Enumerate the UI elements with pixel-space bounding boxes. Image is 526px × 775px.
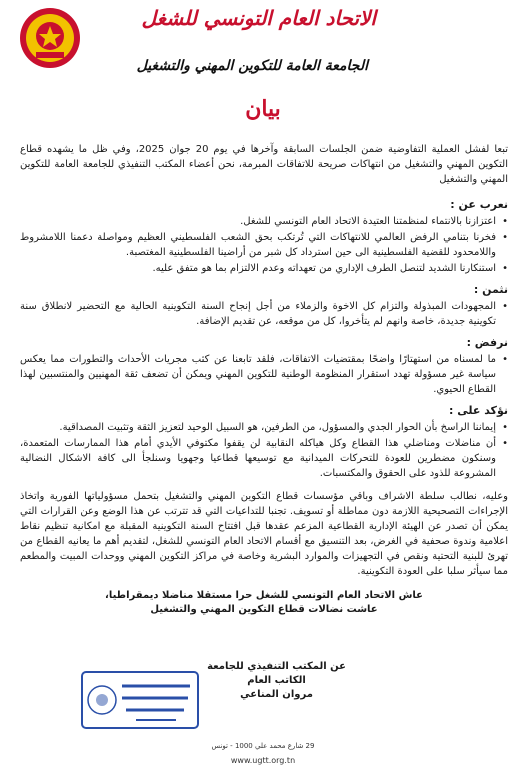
organization-name: الاتحاد العام التونسي للشغل (141, 6, 376, 30)
section-title: نرفض : (466, 336, 508, 349)
document-body (20, 142, 508, 617)
list-item: • أن مناضلات ومناضلي هذا القطاع وكل هياكله النقابية لن يقفوا مكتوفي الأيدي أمام هذا الممارسات المتعمدة، وسنكون مضطرين للعودة للتحركات الميدانية مع توسيعها قطاعيا وجهويا وسنلجأ الى كافة الاشكال النضالية المشروعة للذود على الحقوق والمكتسبات. (20, 436, 508, 481)
section-title: نؤكد على : (449, 404, 508, 417)
list-item: • المجهودات المبذولة والتزام كل الاخوة والزملاء من أجل إنجاح السنة التكوينية الحالية مع التحضير لانطلاق سنة تكوينية جديدة، خاصة وانهم لم يتأخروا، كل من موقعه، عن تقديم الإضافة. (20, 299, 508, 329)
footer-address: 29 شارع محمد علي 1000 - تونس (211, 742, 315, 750)
intro-paragraph: تبعا لفشل العملية التفاوضية ضمن الجلسات السابقة وآخرها في يوم 20 جوان 2025، وفي ظل ما يشهده قطاع التكوين المهني والتشغيل من انتهاكات صريحة للاتفاقات المبرمة، نحن أعضاء المكتب التنفيذي للجامعة العامة للتكوين المهني والتشغيل (20, 144, 509, 185)
list-item: • ما لمسناه من استهتارًا واضحًا بمقتضيات الاتفاقات، فلقد تابعنا عن كثب مجريات الأحداث والتطورات مما يعكس سياسة غير مسؤولة تهدد استقرار المنظومة الوطنية للتكوين المهني ويمكن أن تضعف ثقة المهنيين والمنتسبين لهذا القطاع الحيوي. (20, 352, 508, 397)
federation-name: الجامعة العامة للتكوين المهني والتشغيل (136, 58, 368, 74)
list-item: • استنكارنا الشديد لتنصل الطرف الإداري من تعهداته وعدم الالتزام بما هو متفق عليه. (20, 261, 508, 276)
signature-block (207, 660, 346, 702)
slogans (20, 589, 508, 617)
section-title: نثمن : (473, 283, 508, 296)
slogan-line: عاشت نضالات قطاع التكوين المهني والتشغيل (150, 604, 378, 615)
footer-website: www.ugtt.org.tn (230, 756, 296, 765)
section-appreciate (20, 282, 508, 329)
official-stamp (80, 668, 200, 732)
section-express (20, 197, 508, 276)
signature-name: مروان المناعي (240, 689, 313, 700)
letterhead (0, 0, 526, 122)
list-item: • اعتزازنا بالانتماء لمنظمتنا العتيدة الاتحاد العام التونسي للشغل. (20, 214, 508, 229)
section-reject (20, 335, 508, 397)
section-title: نعرب عن : (450, 198, 508, 211)
list-item: • إيماننا الراسخ بأن الحوار الجدي والمسؤول، من الطرفين، هو السبيل الوحيد لتعزيز الثقة وتثبيت المصداقية. (20, 420, 508, 435)
document-title: بيان (245, 96, 281, 122)
ugtt-logo (18, 6, 82, 70)
slogan-line: عاش الاتحاد العام التونسي للشغل حرا مستقلا مناضلا ديمقراطيا، (105, 590, 423, 601)
signature-role: الكاتب العام (247, 675, 306, 686)
signature-org: عن المكتب التنفيذي للجامعة (207, 661, 346, 672)
closing-paragraph: وعليه، نطالب سلطة الاشراف وباقي مؤسسات قطاع التكوين المهني والتشغيل بتحمل مسؤولياتها الفورية واتخاذ الإجراءات التصحيحية اللازمة دون مماطلة أو تسويف. تجنبا للتداعيات التي قد تترتب عن هذا الوضع وعن القرارات التي يمكن أن تصدر عن الهيئة الإدارية القطاعية المزعم عقدها قبل افتتاح السنة التكوينية المقبلة مع امكانية تنظيم نقاط اعلامية وندوة صحفية في الغرض، بعد التنسيق مع أقسام الاتحاد العام التونسي للشغل، لتقديم أهم ما يعانيه القطاع من تهرئ للبنية التحتية ونقص في التجهيزات والموارد البشرية وخاصة في مراكز التكوين المهني ووحدات المبيت والمطعم مما سيأثر سلبا على العودة التكوينية. (20, 491, 508, 577)
list-item: • فخرنا بتنامي الرفض العالمي للانتهاكات التي تُرتكب بحق الشعب الفلسطيني العظيم ومواصلة دعمنا اللامشروط واللامحدود للقضية الفلسطينية الى حين استرداد كل شبر من أراضينا الفلسطينية المغتصبة. (20, 230, 508, 260)
section-affirm (20, 403, 508, 481)
